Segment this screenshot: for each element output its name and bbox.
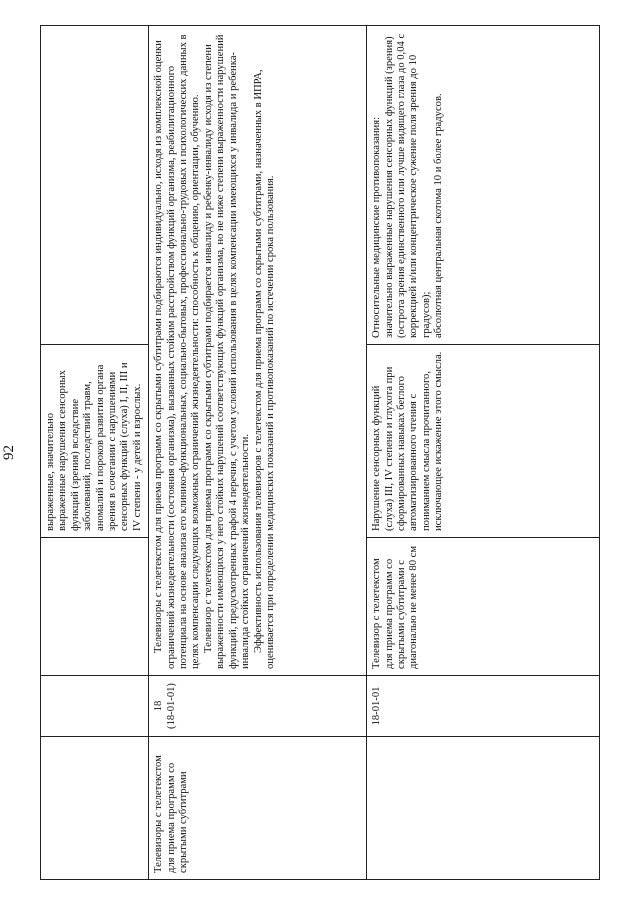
cell-empty [41, 737, 149, 880]
cell-item-contraindications [367, 26, 600, 345]
text-line: заболеваний, последствий травм, [82, 381, 94, 531]
text-line: выраженные нарушения сенсорных [57, 370, 69, 531]
paragraph: Телевизор с телетекстом для приема программ со скрытыми субтитрами подбирается инвалиду и ребенку-инвалиду исходя из степени выраженности имеющихся у него стойких нарушений соответствующих функций организма, но не ниже степени выраженности нарушений функций, предусмотренных графой 4 перечня, с учетом условий использования в целях компенсации имеющихся у инвалида и ребенка-инвалида стойких ограничений жизнедеятельности. [202, 34, 252, 669]
text-line: сенсорных функций (слуха) I, II, III и [119, 362, 131, 531]
cell-group-name: Телевизоры с телетекстом для приема программ со скрытыми субтитрами [149, 737, 367, 880]
page-number: 92 [1, 445, 17, 460]
cell-group-description [149, 26, 367, 676]
text-line: Относительные медицинские противопоказания: [371, 116, 383, 338]
cell-empty [41, 676, 149, 737]
cell-item-code: 18-01-01 [367, 676, 600, 737]
text-line: IV степени - у детей и взрослых. [131, 383, 143, 531]
cell-item-indications: Нарушение сенсорных функций (слуха) III, IV степени и глухота при сформированных навыках беглого автоматизированного чтения с пониманием смысла прочитанного, исключающее искажение этого смысла. [367, 345, 600, 538]
table-canvas [40, 25, 600, 880]
cell-item-name: Телевизор с телетекстом для приема программ со скрытыми субтитрами с диагональю не менее 80 см [367, 538, 600, 676]
table-row-group [149, 26, 367, 880]
text-line: выраженные, значительно [45, 413, 56, 531]
table-row-item [367, 26, 600, 880]
code-sub: (18-01-01) [165, 683, 177, 729]
cell-group-code [149, 676, 367, 737]
table-row-continuation [41, 26, 149, 880]
text-line: зрения в сочетании с нарушениями [107, 371, 119, 531]
rotated-page [40, 25, 600, 880]
code-number: 18 [153, 700, 165, 712]
text-line: функций (зрения) вследствие [69, 398, 81, 531]
cell-empty [41, 538, 149, 676]
devices-table [40, 25, 600, 880]
cell-empty [367, 737, 600, 880]
paragraph: Эффективность использования телевизоров с телетекстом для приема программ со скрытыми субтитрами, назначенных в ИПРА, оценивается при определении медицинских показаний и противопоказаний по истечении срока пользования. [252, 69, 276, 669]
cell-indications-continued [41, 345, 149, 538]
text-line: аномалий и пороков развития органа [94, 364, 106, 531]
cell-empty [41, 26, 149, 345]
text-line: абсолютная центральная скотома 10 и более градусов. [433, 93, 445, 338]
paragraph: Телевизоры с телетекстом для приема программ со скрытыми субтитрами подбираются индивидуально, исходя из комплексной оценки ограничений жизнедеятельности (состояния организма), вызванных стойким расстройством функций организма, реабилитационного потенциала на основе анализа его клинико-функциональных, социально-бытовых, профессионально-трудовых и психологических данных в целях компенсации следующих возможных ограничений жизнедеятельности: способность к общению, ориентации, обучению. [153, 34, 202, 669]
text-line: значительно выраженные нарушения сенсорных функций (зрения) (острота зрения единственного или лучше видящего глаза до 0,04 с коррекцией и/или концентрическое сужение поля зрения до 10 градусов); [383, 33, 432, 338]
